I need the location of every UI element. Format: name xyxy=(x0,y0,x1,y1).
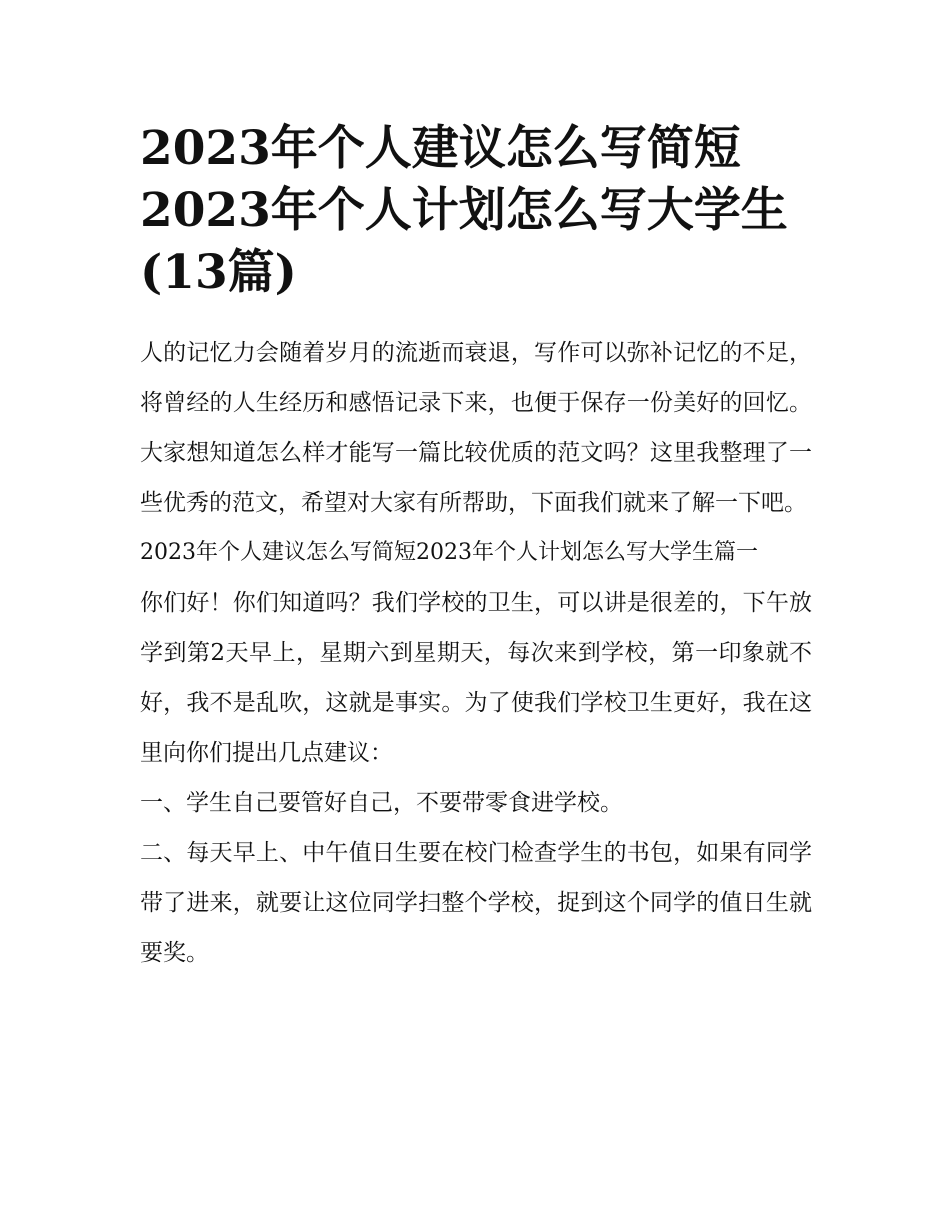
title-line-3: (13篇) xyxy=(140,245,297,300)
intro-paragraph: 人的记忆力会随着岁月的流逝而衰退，写作可以弥补记忆的不足，将曾经的人生经历和感悟记录下来，也便于保存一份美好的回忆。大家想知道怎么样才能写一篇比较优质的范文吗？这里我整理了一些优秀的范文，希望对大家有所帮助，下面我们就来了解一下吧。 xyxy=(140,340,812,516)
body-paragraph-3: 二、每天早上、中午值日生要在校门检查学生的书包，如果有同学带了进来，就要让这位同学扫整个学校，捉到这个同学的值日生就要奖。 xyxy=(140,840,812,966)
body-paragraph-2: 一、学生自己要管好自己，不要带零食进学校。 xyxy=(140,790,623,816)
title-line-1: 2023年个人建议怎么写简短 xyxy=(140,121,741,176)
title-line-2: 2023年个人计划怎么写大学生 xyxy=(140,183,788,238)
body-paragraph-1: 你们好！你们知道吗？我们学校的卫生，可以讲是很差的，下午放学到第2天早上，星期六到星期天，每次来到学校，第一印象就不好，我不是乱吹，这就是事实。为了使我们学校卫生更好，我在这里向你们提出几点建议： xyxy=(140,590,812,766)
document-title xyxy=(140,118,812,304)
document-page xyxy=(140,118,812,978)
section-heading: 2023年个人建议怎么写简短2023年个人计划怎么写大学生篇一 xyxy=(140,540,758,565)
document-body xyxy=(140,328,812,978)
